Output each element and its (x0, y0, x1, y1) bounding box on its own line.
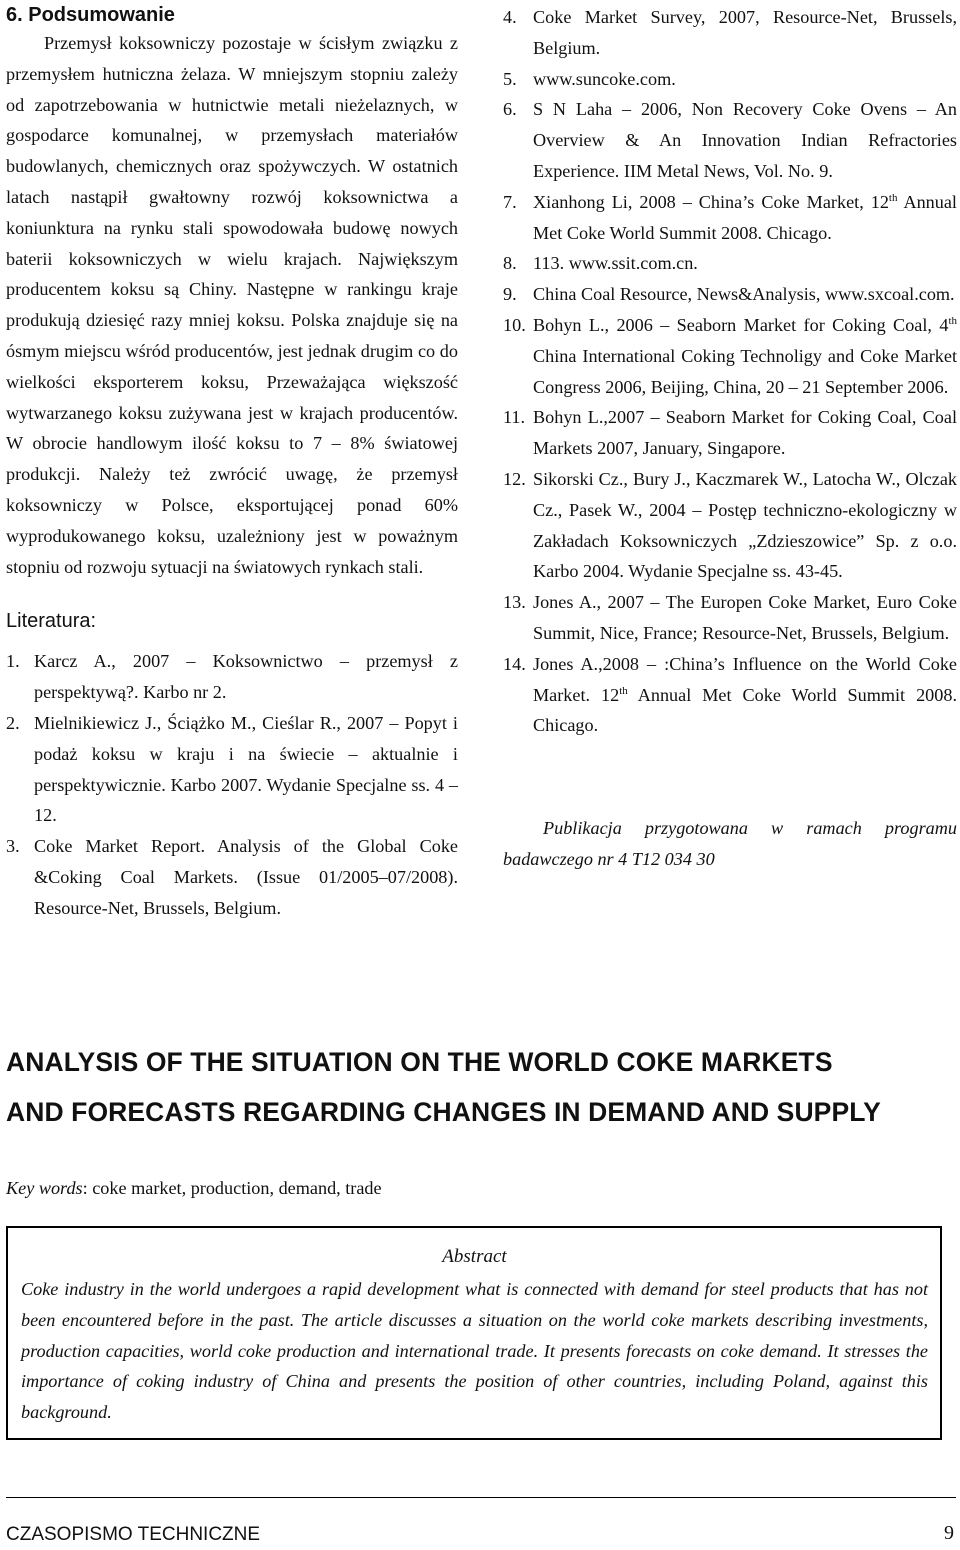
page-number: 9 (944, 1522, 954, 1544)
reference-item: 3. Coke Market Report. Analysis of the Global Coke &Coking Coal Markets. (Issue 01/2005–07/2008). Resource-Net, Brussels, Belgium. (6, 836, 458, 918)
reference-item: 2. Mielnikiewicz J., Ściążko M., Cieślar R., 2007 – Popyt i podaż koksu w kraju i na świecie – aktualnie i perspektywicznie. Karbo 2007. Wydanie Specjalne ss. 4 – 12. (6, 712, 458, 826)
right-column (503, 2, 957, 893)
literature-heading: Literatura: (6, 610, 97, 633)
keywords-label: Key words (6, 1178, 83, 1198)
english-title (6, 1037, 956, 1137)
left-column (6, 2, 458, 924)
reference-item: 14. Jones A.,2008 – :China’s Influence on the World Coke Market. 12th Annual Met Coke World Summit 2008. Chicago. (503, 653, 957, 736)
publication-note: Publikacja przygotowana w ramach programu badawczego nr 4 T12 034 30 (503, 818, 957, 869)
reference-item: 5. www.suncoke.com. (503, 68, 676, 89)
abstract-text: Coke industry in the world undergoes a rapid development what is connected with demand for steel products that has not been encountered before in the past. The article discusses a situation on the world coke markets describing investments, production capacities, world coke production and international trade. It presents forecasts on coke demand. It stresses the importance of coking industry of China and presents the position of other countries, including Poland, against this background. (21, 1279, 928, 1423)
keywords-text: : coke market, production, demand, trade (82, 1178, 382, 1198)
abstract-title: Abstract (442, 1246, 507, 1267)
abstract-box (6, 1226, 942, 1440)
reference-item: 13. Jones A., 2007 – The Europen Coke Market, Euro Coke Summit, Nice, France; Resource-Net, Brussels, Belgium. (503, 592, 957, 643)
reference-item: 8. 113. www.ssit.com.cn. (503, 253, 698, 274)
reference-item: 1. Karcz A., 2007 – Koksownictwo – przemysł z perspektywą?. Karbo nr 2. (6, 651, 458, 703)
reference-item: 9. China Coal Resource, News&Analysis, www.sxcoal.com. (503, 284, 955, 305)
reference-item: 10. Bohyn L., 2006 – Seaborn Market for Coking Coal, 4th China International Coking Technoligy and Coke Market Congress 2006, Beijing, China, 20 – 21 September 2006. (503, 314, 957, 397)
reference-list-left (6, 646, 458, 923)
reference-item: 11. Bohyn L.,2007 – Seaborn Market for Coking Coal, Coal Markets 2007, January, Singapore. (503, 407, 957, 459)
english-title-line-1: ANALYSIS OF THE SITUATION ON THE WORLD COKE MARKETS (6, 1047, 833, 1077)
english-title-line-2: AND FORECASTS REGARDING CHANGES IN DEMAND AND SUPPLY (6, 1097, 881, 1127)
reference-list-right (503, 2, 957, 741)
reference-item: 7. Xianhong Li, 2008 – China’s Coke Market, 12th Annual Met Coke World Summit 2008. Chicago. (503, 191, 957, 243)
summary-paragraph: Przemysł koksowniczy pozostaje w ścisłym związku z przemysłem hutniczna żelaza. W mniejszym stopniu zależy od zapotrzebowania w hutnictwie metali nieżelaznych, w gospodarce komunalnej, w przemysłach materiałów budowlanych, chemicznych oraz spożywczych. W ostatnich latach nastąpił gwałtowny rozwój koksownictwa a koniunktura na rynku stali spowodowała budowę nowych baterii koksowniczych w wielu krajach. Największym producentem koksu są Chiny. Następne w rankingu kraje produkują dziesięć razy mniej koksu. Polska znajduje się na ósmym miejscu wśród producentów, jest jednak drugim co do wielkości eksporterem koksu, Przeważająca większość wytwarzanego koksu zużywana jest w krajach producentów. W obrocie handlowym ilość koksu to 7 – 8% światowej produkcji. Należy też zwrócić uwagę, że przemysł koksowniczy w Polsce, eksportującej ponad 60% wyprodukowanego koksu, uzależniony jest w poważnym stopniu od rozwoju sytuacji na światowych rynkach stali. (6, 33, 458, 577)
footer-divider (6, 1497, 956, 1498)
reference-item: 4. Coke Market Survey, 2007, Resource-Net, Brussels, Belgium. (503, 7, 957, 58)
reference-item: 12. Sikorski Cz., Bury J., Kaczmarek W., Latocha W., Olczak Cz., Pasek W., 2004 – Postęp techniczno-ekologiczny w Zakładach Koksowniczych „Zdzieszowice” Sp. z o.o. Karbo 2004. Wydanie Specjalne ss. 43-45. (503, 468, 957, 582)
keywords (6, 1174, 956, 1202)
footer-journal-name: CZASOPISMO TECHNICZNE (6, 1524, 261, 1545)
section-heading-summary: 6. Podsumowanie (6, 4, 175, 26)
reference-item: 6. S N Laha – 2006, Non Recovery Coke Ovens – An Overview & An Innovation Indian Refractories Experience. IIM Metal News, Vol. No. 9. (503, 99, 957, 181)
